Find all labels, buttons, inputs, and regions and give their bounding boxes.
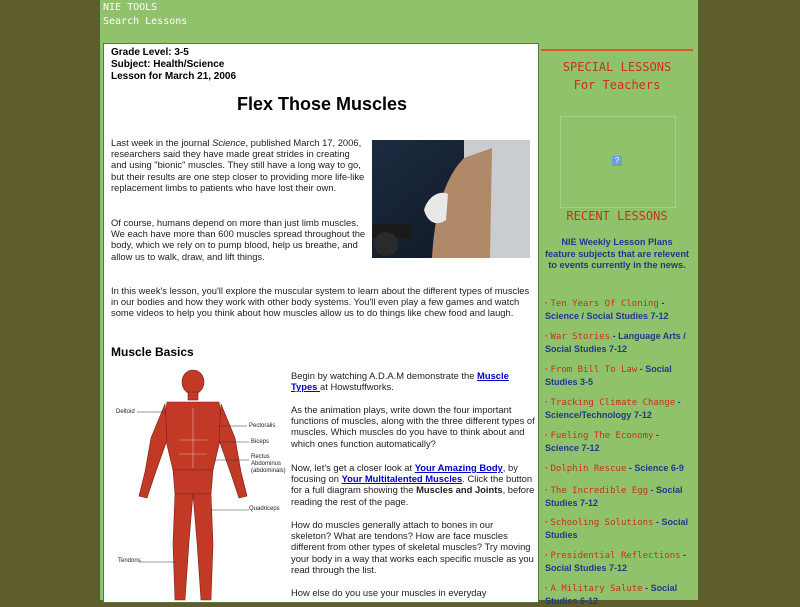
lesson-item[interactable]: · A Military Salute - Social Studies 6-12 (545, 583, 678, 606)
muscle-diagram (109, 368, 287, 603)
recent-lessons-title: RECENT LESSONS (566, 209, 668, 223)
label-rectus: Rectus Abdominus (abdominals) (251, 454, 286, 474)
lesson-item[interactable]: · Tracking Climate Change - Science/Technology 7-12 (545, 397, 681, 420)
animation-paragraph: As the animation plays, write down the four important functions of muscles, along with the three different types of muscles. Which muscles do you have to think about and which ones function automatically? (291, 404, 535, 449)
for-teachers-link[interactable]: For Teachers (573, 78, 661, 92)
lesson-item[interactable]: · Presidential Reflections - Social Studies 7-12 (545, 550, 687, 573)
lesson-item[interactable]: · Fueling The Economy - Science 7-12 (545, 430, 659, 453)
sidebar-rule (541, 49, 693, 51)
nie-tools-label: NIE TOOLS (103, 2, 158, 13)
lesson-item[interactable]: · The Incredible Egg - Social Studies 7-12 (545, 485, 683, 508)
lesson-item[interactable]: · From Bill To Law - Social Studies 3-5 (545, 364, 672, 387)
lesson-content (103, 43, 539, 603)
grade-level: Grade Level: 3-5 (111, 47, 189, 58)
lesson-item[interactable]: · Dolphin Rescue - Science 6-9 (545, 463, 684, 474)
attach-paragraph: How do muscles generally attach to bones in our skeleton? What are tendons? How are face muscles different from other types of skeletal muscles? Try moving your body in a way that works each specific muscle as you read through the list. (291, 519, 534, 575)
amazing-body-link[interactable]: Your Amazing Body (414, 462, 503, 473)
closer-look-paragraph: Now, let's get a closer look at Your Amazing Body, by focusing on Your Multitalented Muscles. Click the button for a full diagram showing the Muscles and Joints, before reading the rest of the page. (291, 462, 535, 507)
recent-lessons-description: NIE Weekly Lesson Plans feature subjects that are relevent to events currently in the news. (545, 237, 689, 270)
label-biceps: Biceps (251, 439, 270, 445)
lesson-meta (111, 47, 236, 83)
label-deltoid: Deltoid (116, 409, 135, 415)
muscle-types-link[interactable]: Muscle Types (291, 370, 509, 393)
muscle-types-paragraph: Begin by watching A.D.A.M demonstrate the Muscle Types at Howstuffworks. (291, 370, 509, 393)
arm-photo (372, 140, 530, 258)
multitalented-muscles-link[interactable]: Your Multitalented Muscles (341, 473, 463, 485)
lesson-item[interactable]: · Schooling Solutions - Social Studies (545, 517, 688, 540)
lesson-item[interactable]: · War Stories - Language Arts / Social Studies 7-12 (545, 331, 686, 354)
label-pectoralis: Pectoralis (249, 423, 276, 429)
third-paragraph: In this week's lesson, you'll explore the muscular system to learn about the different types of muscles in our bodies and how they work with other body systems. You'll even play a few games and watch some videos to help you think about how muscles allow us to do things like chew food and laugh. (111, 285, 530, 319)
section-heading: Muscle Basics (111, 345, 194, 359)
page-title: Flex Those Muscles (236, 94, 408, 114)
label-quadriceps: Quadriceps (249, 506, 280, 512)
everyday-paragraph: How else do you use your muscles in everyday (291, 587, 487, 598)
special-lessons-title[interactable]: SPECIAL LESSONS (562, 60, 672, 74)
lesson-date: Lesson for March 21, 2006 (111, 71, 237, 82)
subject: Subject: Health/Science (111, 59, 225, 70)
second-paragraph: Of course, humans depend on more than just limb muscles. We each have more than 600 muscles spread throughout the body, which we rely on to pump blood, help us breathe, and allow us to walk, draw, and lift things. (111, 217, 366, 262)
broken-image-icon: ? (612, 156, 622, 166)
intro-paragraph: Last week in the journal Science, published March 17, 2006, researchers said they have made great strides in creating and using "bionic" muscles. They still have a long way to go, but their results are one step closer to providing more life-like replacement limbs to patients who have lost their own. (111, 137, 365, 193)
label-tendons: Tendons (118, 558, 141, 564)
lesson-item[interactable]: · Ten Years Of Cloning - Science / Social Studies 7-12 (545, 298, 669, 321)
search-lessons-link[interactable]: Search Lessons (103, 16, 188, 27)
journal-name: Science (212, 137, 246, 148)
